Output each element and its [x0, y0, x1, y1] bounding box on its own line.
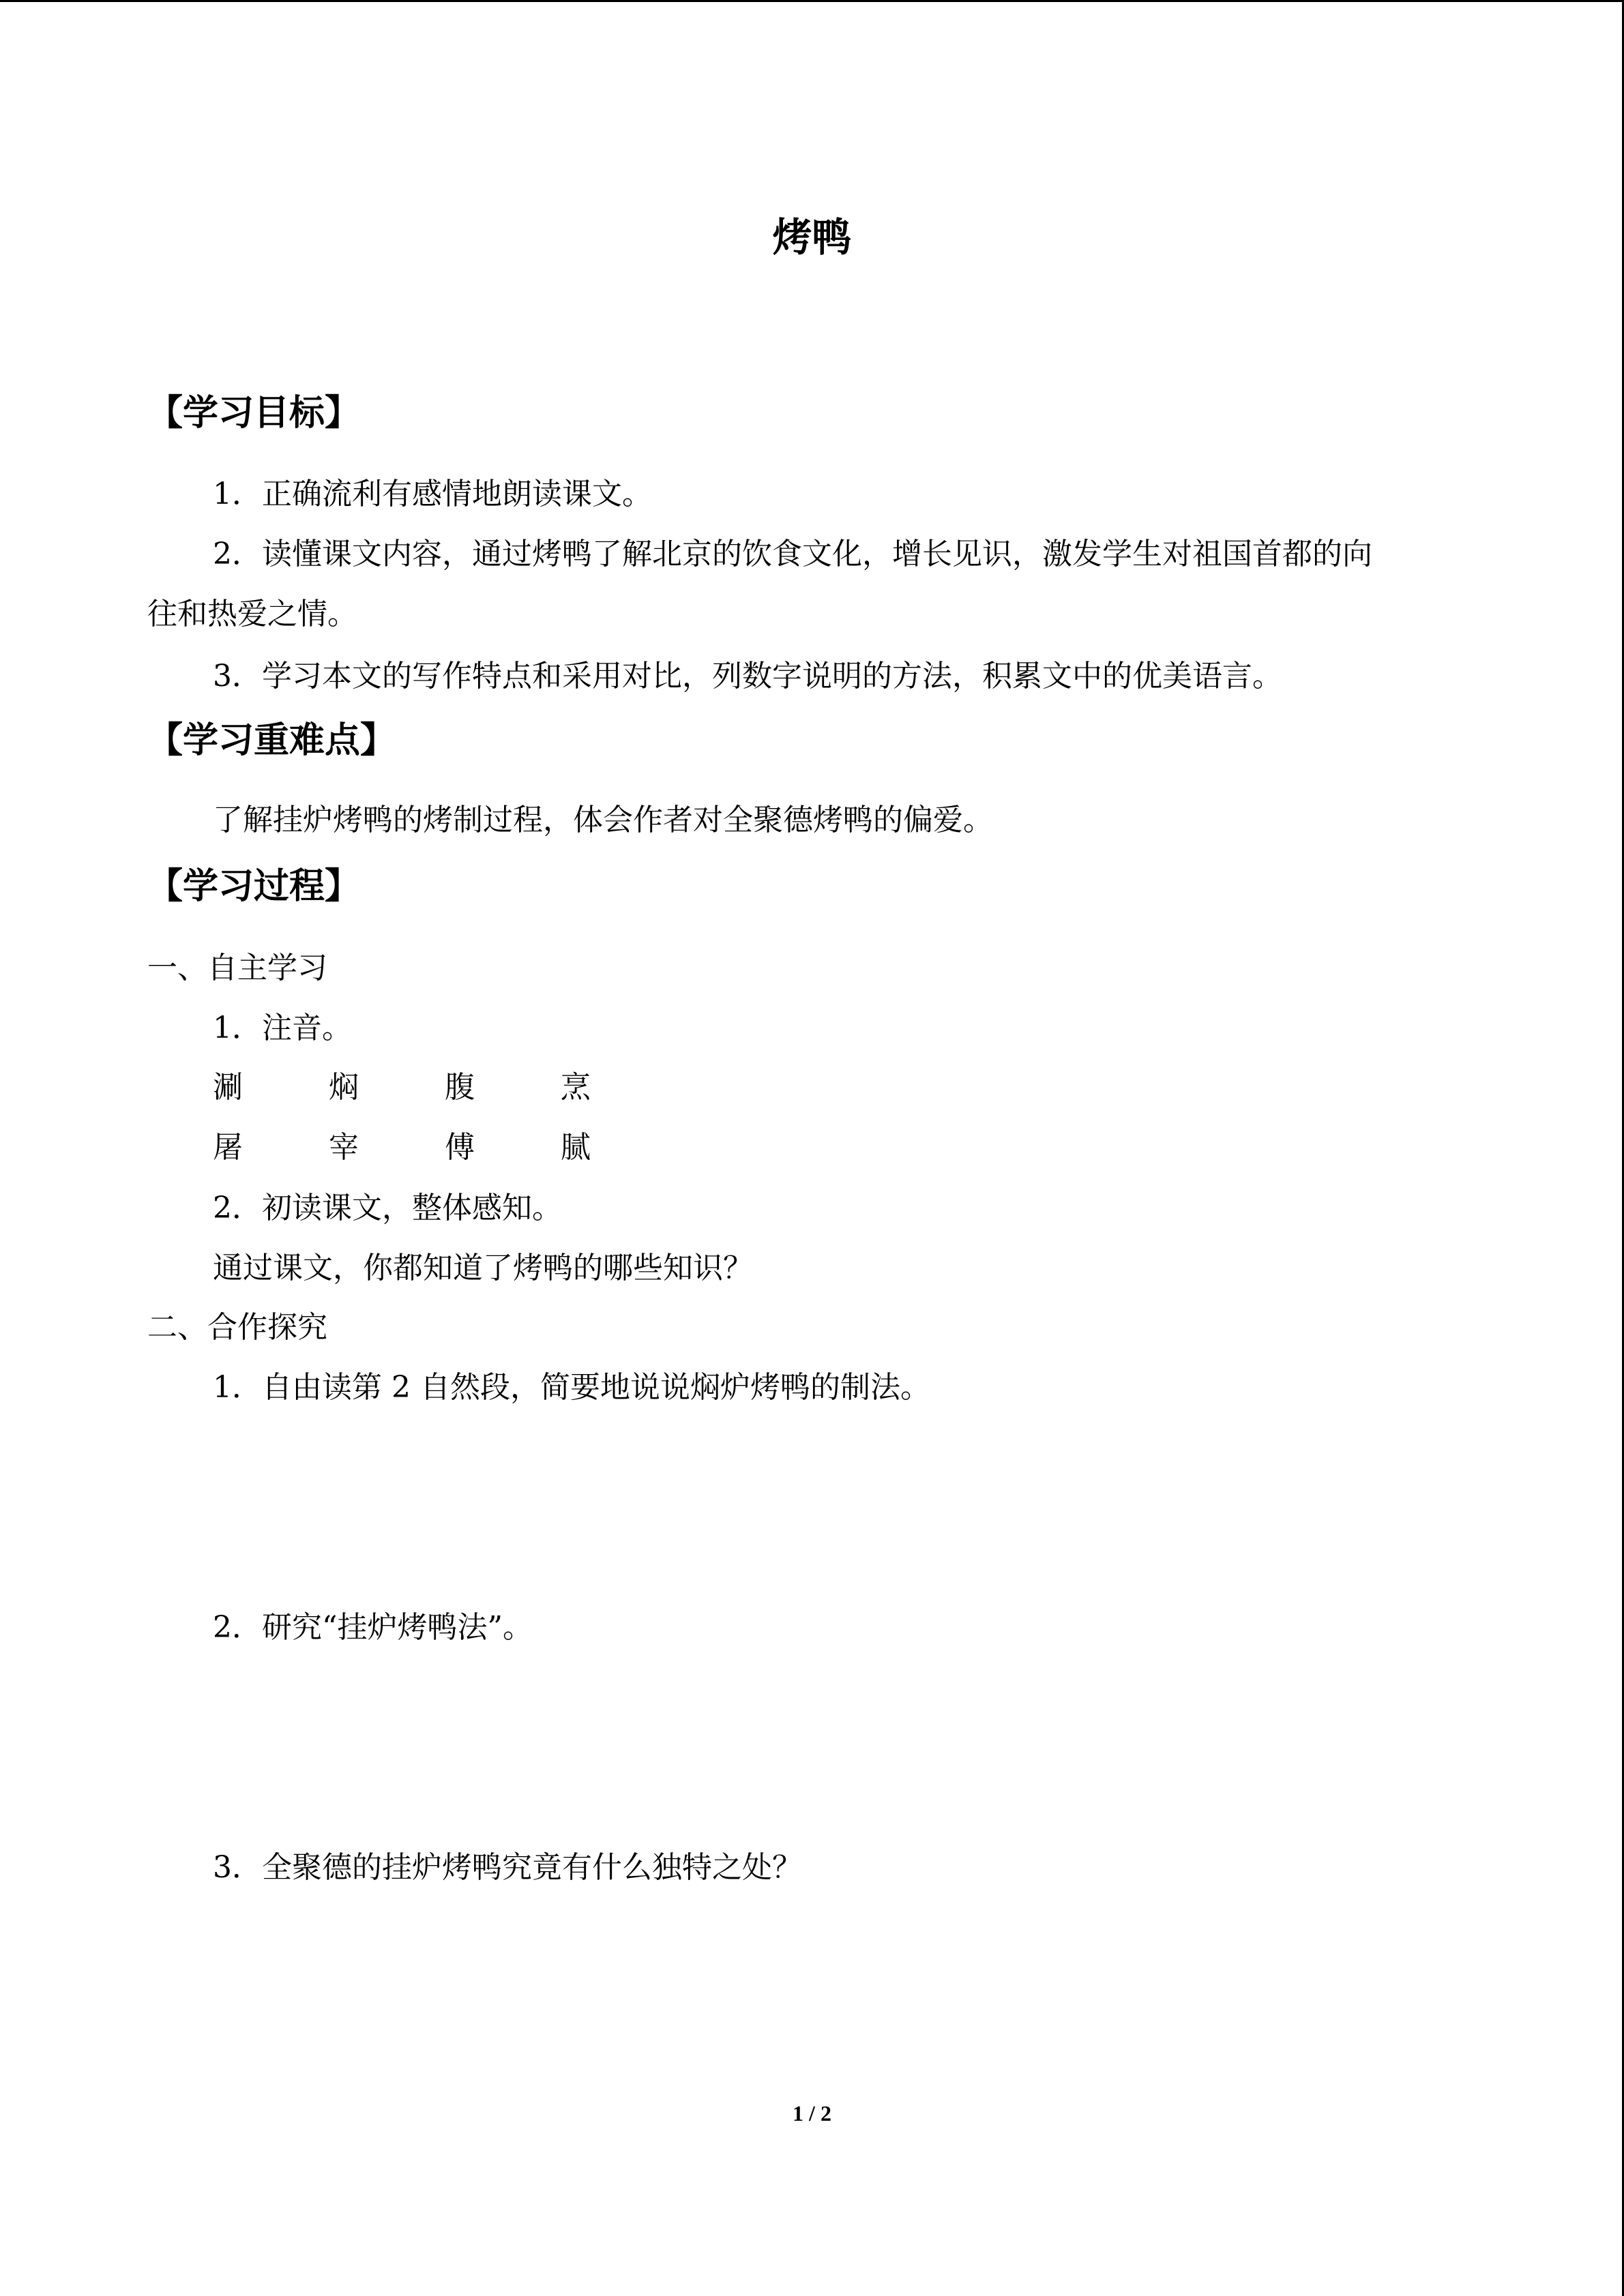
char: 涮 [213, 1070, 243, 1105]
goal-item-1: 1．正确流利有感情地朗读课文。 [213, 477, 652, 511]
goal-item-2-continued: 往和热爱之情。 [147, 597, 357, 631]
pinyin-char-row-1 [213, 1067, 677, 1108]
goal-item-3: 3．学习本文的写作特点和采用对比，列数字说明的方法，积累文中的优美语言。 [213, 659, 1282, 694]
page-number: 1 / 2 [793, 2101, 831, 2126]
part1-question-2: 2．初读课文，整体感知。 [213, 1191, 562, 1225]
char: 屠 [213, 1130, 243, 1165]
goal-item-2: 2．读懂课文内容，通过烤鸭了解北京的饮食文化，增长见识，激发学生对祖国首都的向 [213, 537, 1372, 571]
part1-title: 一、自主学习 [147, 951, 327, 985]
key-points-text: 了解挂炉烤鸭的烤制过程，体会作者对全聚德烤鸭的偏爱。 [213, 803, 993, 837]
char: 烹 [561, 1070, 591, 1105]
char: 焖 [329, 1070, 359, 1105]
char: 傅 [445, 1130, 475, 1165]
part1-question-2-prompt: 通过课文，你都知道了烤鸭的哪些知识？ [213, 1251, 753, 1285]
char: 腻 [561, 1130, 591, 1165]
part2-question-1: 1．自由读第 2 自然段，简要地说说焖炉烤鸭的制法。 [213, 1370, 930, 1405]
page-title: 烤鸭 [772, 214, 852, 260]
goals-heading: 【学习目标】 [147, 393, 361, 434]
part2-question-3: 3．全聚德的挂炉烤鸭究竟有什么独特之处？ [213, 1850, 802, 1885]
part2-question-2: 2．研究“挂炉烤鸭法”。 [213, 1610, 533, 1645]
process-heading: 【学习过程】 [147, 866, 361, 907]
char: 腹 [445, 1070, 475, 1105]
pinyin-char-row-2 [213, 1127, 677, 1168]
char: 宰 [329, 1130, 359, 1165]
key-points-heading: 【学习重难点】 [147, 720, 396, 761]
part2-title: 二、合作探究 [147, 1310, 327, 1345]
part1-question-1: 1．注音。 [213, 1011, 352, 1045]
